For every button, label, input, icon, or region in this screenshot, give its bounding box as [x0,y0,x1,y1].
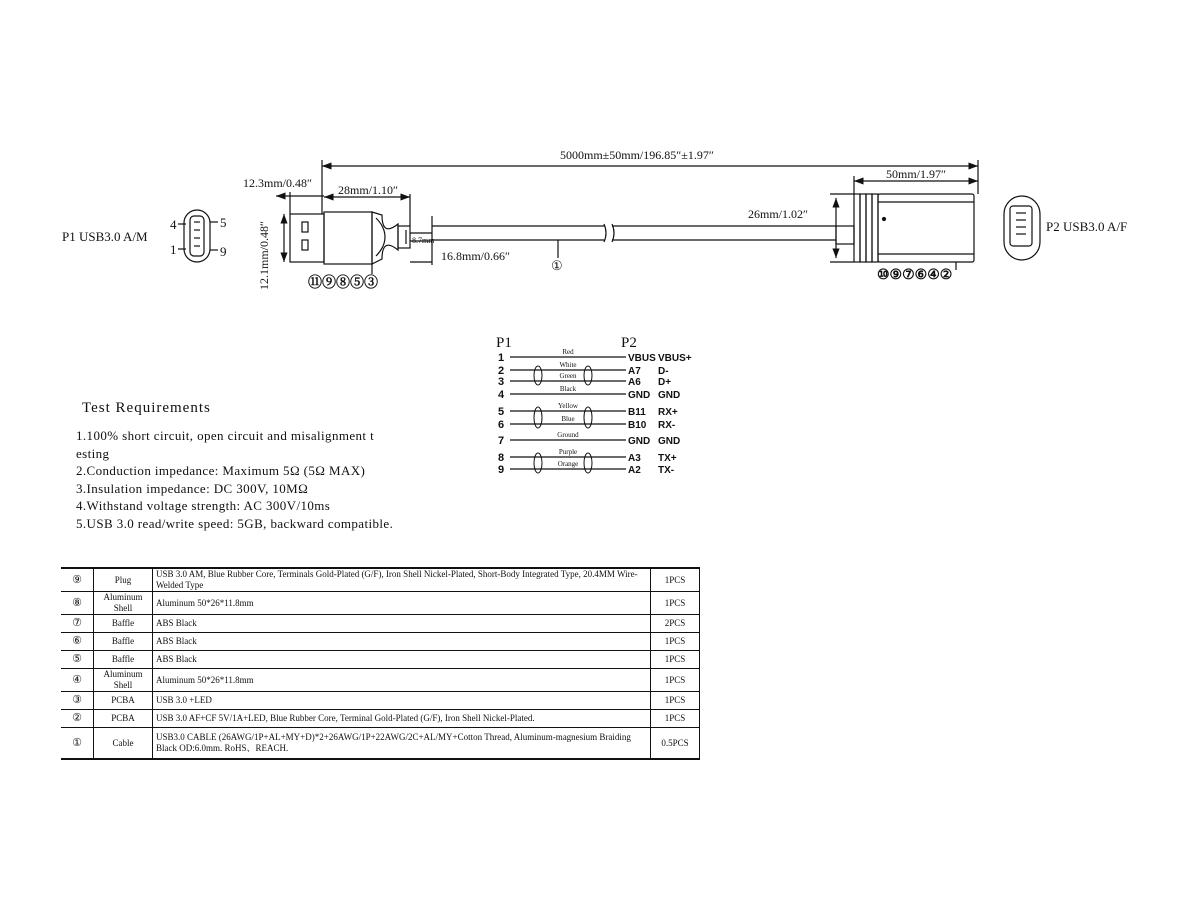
test-requirements-list [76,427,476,532]
wiring-p1-pin: 4 [498,389,505,401]
wiring-rows [498,348,692,476]
bom-item-number: ⑥ [61,633,94,651]
twisted-pair-marker [584,366,592,385]
bom-item-description: USB3.0 CABLE (26AWG/1P+AL+MY+D)*2+26AWG/1P+22AWG/2C+AL/MY+Cotton Thread, Aluminum-magnesium Braiding Black OD:6.0mm. RoHS、REACH. [153,728,651,760]
wiring-signal: RX- [658,420,676,431]
wiring-p1-pin: 6 [498,419,505,431]
test-item: 1.100% short circuit, open circuit and misalignment t [76,428,375,443]
bom-item-number: ⑧ [61,592,94,615]
twisted-pair-marker [534,453,542,473]
wiring-signal: D+ [658,377,672,388]
dim-female-length: 50mm/1.97″ [886,167,946,181]
bom-item-number: ② [61,710,94,728]
wiring-p1-header: P1 [496,335,512,351]
dim-plug-length: 28mm/1.10″ [338,183,398,197]
test-item: 5.USB 3.0 read/write speed: 5GB, backward compatible. [76,515,394,531]
wiring-wire-color: Black [559,385,577,393]
test-item: esting [76,445,110,461]
bom-item-description: ABS Black [153,633,651,651]
dim-plug-width: 12.1mm/0.48″ [257,221,271,290]
bom-item-name: Baffle [94,615,153,633]
test-item: 4.Withstand voltage strength: AC 300V/10ms [76,498,331,513]
p2-label: P2 USB3.0 A/F [1046,219,1128,234]
bom-item-quantity: 1PCS [651,592,700,615]
wiring-signal: GND [658,390,681,401]
bom-row [61,633,700,651]
bom-item-quantity: 1PCS [651,651,700,669]
p1-pin-top-left: 4 [170,217,177,232]
wiring-p2-pin: A6 [628,377,641,388]
cable-callout: ① [551,258,563,273]
bom-row [61,692,700,710]
wiring-wire-color: White [559,361,577,369]
wiring-p2-pin: B10 [628,420,647,431]
bom-item-name: Baffle [94,633,153,651]
p1-plug [290,212,432,264]
twisted-pair-marker [534,366,542,385]
dim-total-length: 5000mm±50mm/196.85″±1.97″ [560,148,714,162]
bom-item-name: Aluminum Shell [94,592,153,615]
wiring-signal: VBUS+ [658,353,692,364]
wiring-wire-color: Green [559,372,577,380]
bom-row [61,568,700,592]
bom-item-quantity: 1PCS [651,692,700,710]
wiring-wire-color: Purple [558,448,578,456]
wiring-diagram [490,330,730,480]
bom-item-quantity: 2PCS [651,615,700,633]
test-requirements-title: Test Requirements [82,400,211,416]
wiring-wire-color: Yellow [558,402,578,410]
wiring-p2-pin: A7 [628,366,641,377]
bom-item-description: Aluminum 50*26*11.8mm [153,592,651,615]
wiring-p2-pin: GND [628,436,651,447]
bom-item-description: USB 3.0 +LED [153,692,651,710]
p2-part-callouts: ⑩⑨⑦⑥④② [877,268,953,283]
bom-item-number: ⑨ [61,568,94,592]
dim-cable-od: 8.7mm [412,236,435,245]
wiring-p1-pin: 9 [498,464,505,476]
bom-item-description: USB 3.0 AF+CF 5V/1A+LED, Blue Rubber Core, Terminal Gold-Plated (G/F), Iron Shell Nickel-Plated. [153,710,651,728]
bom-item-name: PCBA [94,710,153,728]
bom-item-number: ③ [61,692,94,710]
p1-label: P1 USB3.0 A/M [62,229,148,244]
wiring-p1-pin: 1 [498,352,505,364]
bom-row [61,592,700,615]
cable [432,224,836,242]
wiring-p2-pin: GND [628,390,651,401]
wiring-signal: RX+ [658,407,678,418]
dim-female-width: 26mm/1.02″ [748,207,808,221]
p1-pin-bottom-left: 1 [170,242,177,257]
bom-item-number: ⑤ [61,651,94,669]
bom-row [61,615,700,633]
test-item: 3.Insulation impedance: DC 300V, 10MΩ [76,480,309,496]
wiring-p2-pin: A3 [628,453,641,464]
cable-mechanical-drawing [0,0,1200,330]
wiring-p1-pin: 8 [498,452,505,464]
test-requirements [76,400,476,532]
p2-female-connector [836,194,974,262]
bom-item-name: PCBA [94,692,153,710]
wiring-p1-pin: 7 [498,435,505,447]
p1-part-callouts: ⑪⑨⑧⑤③ [308,276,378,291]
bom-item-quantity: 0.5PCS [651,728,700,760]
bom-item-number: ④ [61,669,94,692]
bom-row [61,669,700,692]
p1-end-view [184,210,210,262]
bom-item-number: ⑦ [61,615,94,633]
bom-row [61,651,700,669]
bom-item-number: ① [61,728,94,760]
wiring-p1-pin: 5 [498,406,505,418]
bom-item-quantity: 1PCS [651,710,700,728]
bom-item-description: USB 3.0 AM, Blue Rubber Core, Terminals Gold-Plated (G/F), Iron Shell Nickel-Plated, Short-Body Integrated Type, 20.4MM Wire-Welded Type [153,568,651,592]
wiring-signal: D- [658,366,669,377]
twisted-pair-marker [584,453,592,473]
bom-item-quantity: 1PCS [651,568,700,592]
p1-pin-bottom-right: 9 [220,244,227,259]
bom-item-name: Aluminum Shell [94,669,153,692]
test-item: 2.Conduction impedance: Maximum 5Ω (5Ω MAX) [76,463,366,478]
bom-item-name: Plug [94,568,153,592]
bom-row [61,710,700,728]
wiring-p1-pin: 2 [498,365,505,377]
wiring-wire-color: Red [562,348,574,356]
bom-item-name: Cable [94,728,153,760]
wiring-wire-color: Ground [557,431,579,439]
bill-of-materials [61,567,700,760]
bom-item-description: Aluminum 50*26*11.8mm [153,669,651,692]
wiring-wire-color: Blue [561,415,575,423]
wiring-p2-pin: VBUS [628,353,656,364]
wiring-p2-pin: A2 [628,465,641,476]
bom-item-description: ABS Black [153,615,651,633]
wiring-p2-pin: B11 [628,407,646,418]
wiring-p2-header: P2 [621,335,637,351]
dim-overmold-width: 16.8mm/0.66″ [441,249,510,263]
wiring-p1-pin: 3 [498,376,505,388]
wiring-signal: TX+ [658,453,677,464]
bom-item-name: Baffle [94,651,153,669]
bom-row [61,728,700,760]
wiring-signal: GND [658,436,681,447]
twisted-pair-marker [534,407,542,428]
wiring-signal: TX- [658,465,675,476]
twisted-pair-marker [584,407,592,428]
bom-item-description: ABS Black [153,651,651,669]
bom-item-quantity: 1PCS [651,633,700,651]
dim-plug-thickness: 12.3mm/0.48″ [243,176,312,190]
bom-item-quantity: 1PCS [651,669,700,692]
p1-pin-top-right: 5 [220,215,227,230]
wiring-wire-color: Orange [557,460,579,468]
